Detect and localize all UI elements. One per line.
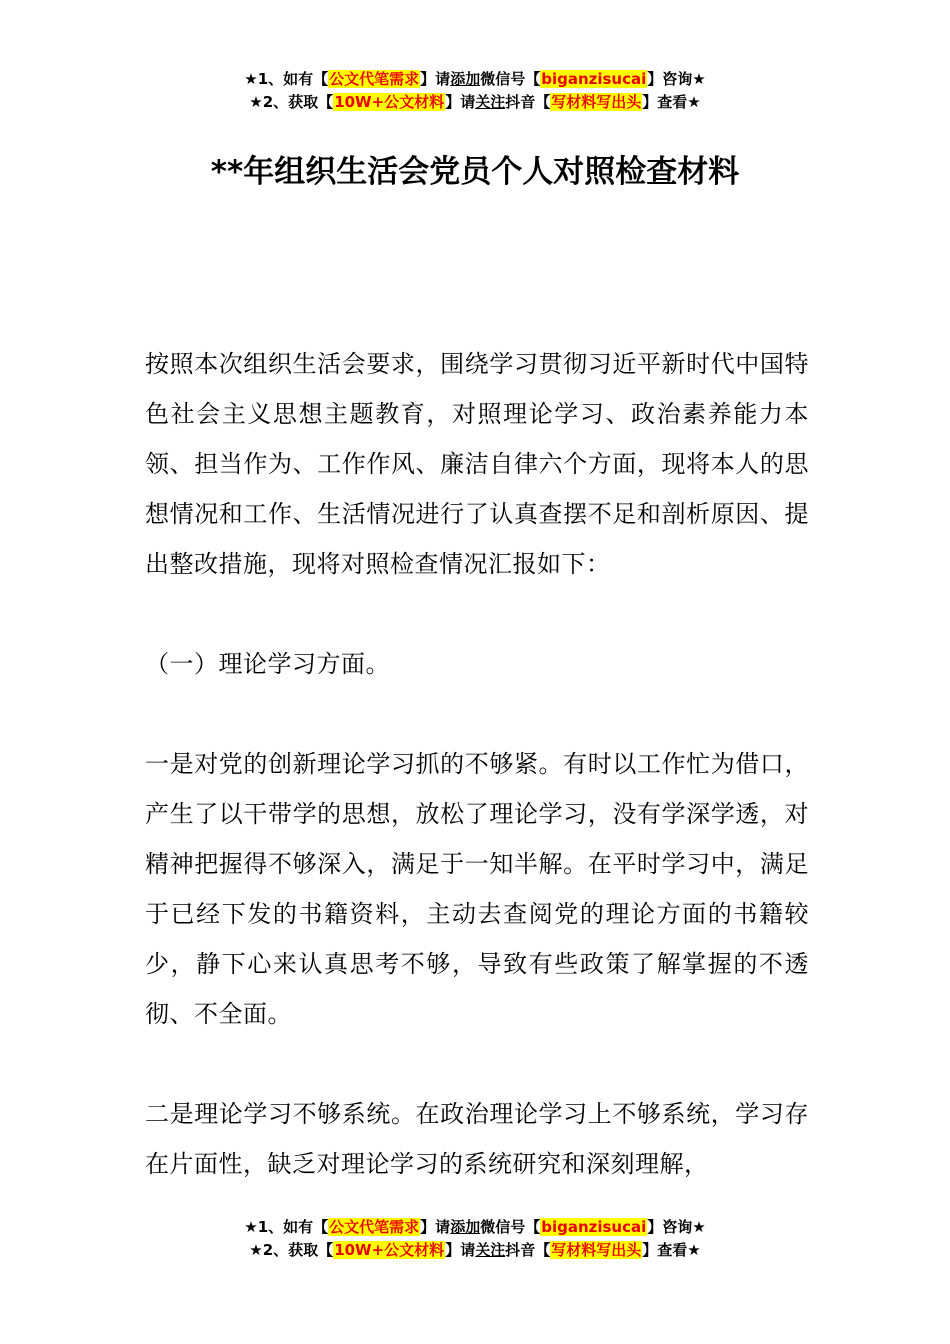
highlight-douyin-account: 写材料写出头 <box>551 1241 642 1259</box>
header-promo-banner <box>0 68 950 114</box>
highlight-materials: 10W+公文材料 <box>334 1241 445 1259</box>
intro-paragraph: 按照本次组织生活会要求，围绕学习贯彻习近平新时代中国特色社会主义思想主题教育，对照理论学习、政治素养能力本领、担当作为、工作作风、廉洁自律六个方面，现将本人的思想情况和工作、生活情况进行了认真查摆不足和剖析原因、提出整改措施，现将对照检查情况汇报如下： <box>145 350 809 578</box>
promo-line-2: ★2、获取【10W+公文材料】请关注抖音【写材料写出头】查看★ <box>249 93 701 111</box>
promo-line-2: ★2、获取【10W+公文材料】请关注抖音【写材料写出头】查看★ <box>249 1241 701 1259</box>
highlight-wechat-id: biganzisucai <box>541 1218 647 1236</box>
highlight-wechat-id: biganzisucai <box>541 70 647 88</box>
highlight-douyin-account: 写材料写出头 <box>551 93 642 111</box>
body-paragraph: 一是对党的创新理论学习抓的不够紧。有时以工作忙为借口，产生了以干带学的思想，放松了理论学习，没有学深学透，对精神把握得不够深入，满足于一知半解。在平时学习中，满足于已经下发的书籍资料，主动去查阅党的理论方面的书籍较少，静下心来认真思考不够，导致有些政策了解掌握的不透彻、不全面。 <box>145 750 809 1028</box>
document-body <box>145 339 809 1239</box>
footer-promo-banner <box>0 1216 950 1262</box>
highlight-service: 公文代笔需求 <box>329 1218 420 1236</box>
section-heading: （一）理论学习方面。 <box>145 650 390 678</box>
promo-line-1: ★1、如有【公文代笔需求】请添加微信号【biganzisucai】咨询★ <box>244 70 706 88</box>
highlight-materials: 10W+公文材料 <box>334 93 445 111</box>
body-paragraph: 二是理论学习不够系统。在政治理论学习上不够系统，学习存在片面性，缺乏对理论学习的系统研究和深刻理解， <box>145 1100 809 1178</box>
highlight-service: 公文代笔需求 <box>329 70 420 88</box>
document-title: **年组织生活会党员个人对照检查材料 <box>210 154 740 190</box>
promo-line-1: ★1、如有【公文代笔需求】请添加微信号【biganzisucai】咨询★ <box>244 1218 706 1236</box>
